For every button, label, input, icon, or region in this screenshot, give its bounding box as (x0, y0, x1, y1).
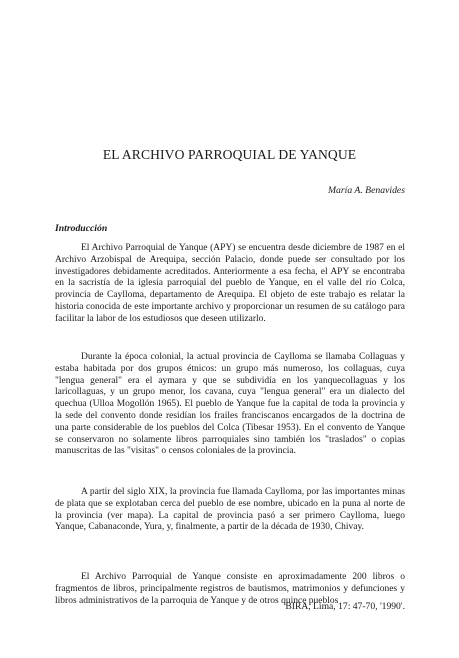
body-paragraph: El Archivo Parroquial de Yanque (APY) se encuentra desde diciembre de 1987 en el Archivo Arzobispal de Arequipa, sección Palacio, donde puede ser consultado por los investigadores debidamente acreditados. Anteriormente a esa fecha, el APY se encontraba en la sacristía de la iglesia parroquial del pueblo de Yanque, en el valle del río Colca, provincia de Caylloma, departamento de Arequipa. El objeto de este trabajo es relatar la historia conocida de este importante archivo y proporcionar un resumen de su catálogo para facilitar la labor de los estudiosos que deseen utilizarlo. (55, 243, 405, 324)
article-author: María A. Benavides (327, 185, 405, 196)
body-paragraph: El Archivo Parroquial de Yanque consiste en aproximadamente 200 libros o fragmentos de libros, principalmente registros de bautismos, matrimonios y defunciones y libros administrativos de la parroquia de Yanque y de otros quince pueblos (55, 572, 405, 606)
section-heading: Introducción (55, 223, 108, 234)
body-paragraph: A partir del siglo XIX, la provincia fue llamada Caylloma, por las importantes minas de plata que se explotaban cerca del pueblo de ese nombre, ubicado en la puna al norte de la provincia (ver mapa). La capital de provincia pasó a ser primero Caylloma, luego Yanque, Cabanaconde, Yura, y, finalmente, a partir de la década de 1930, Chivay. (55, 487, 405, 533)
body-paragraph: Durante la época colonial, la actual provincia de Caylloma se llamaba Collaguas y estaba habitada por dos grupos étnicos: un grupo más numeroso, los collaguas, cuya "lengua general" era el aymara y que se subdividía en los yanquecollaguas y los laricollaguas, y un grupo menor, los cavana, cuya "lengua general" era un dialecto del quechua (Ulloa Mogollón 1965). El pueblo de Yanque fue la capital de toda la provincia y la sede del convento donde residían los frailes franciscanos encargados de la doctrina de una parte considerable de los pueblos del Colca (Tibesar 1953). En el convento de Yanque se conservaron no solamente libros parroquiales sino también los "traslados" o copias manuscritas de las "visitas" o censos coloniales de la provincia. (55, 352, 405, 457)
article-title: EL ARCHIVO PARROQUIAL DE YANQUE (102, 147, 357, 162)
journal-citation: BIRA, Lima, 17: 47-70, '1990'. (285, 601, 405, 612)
